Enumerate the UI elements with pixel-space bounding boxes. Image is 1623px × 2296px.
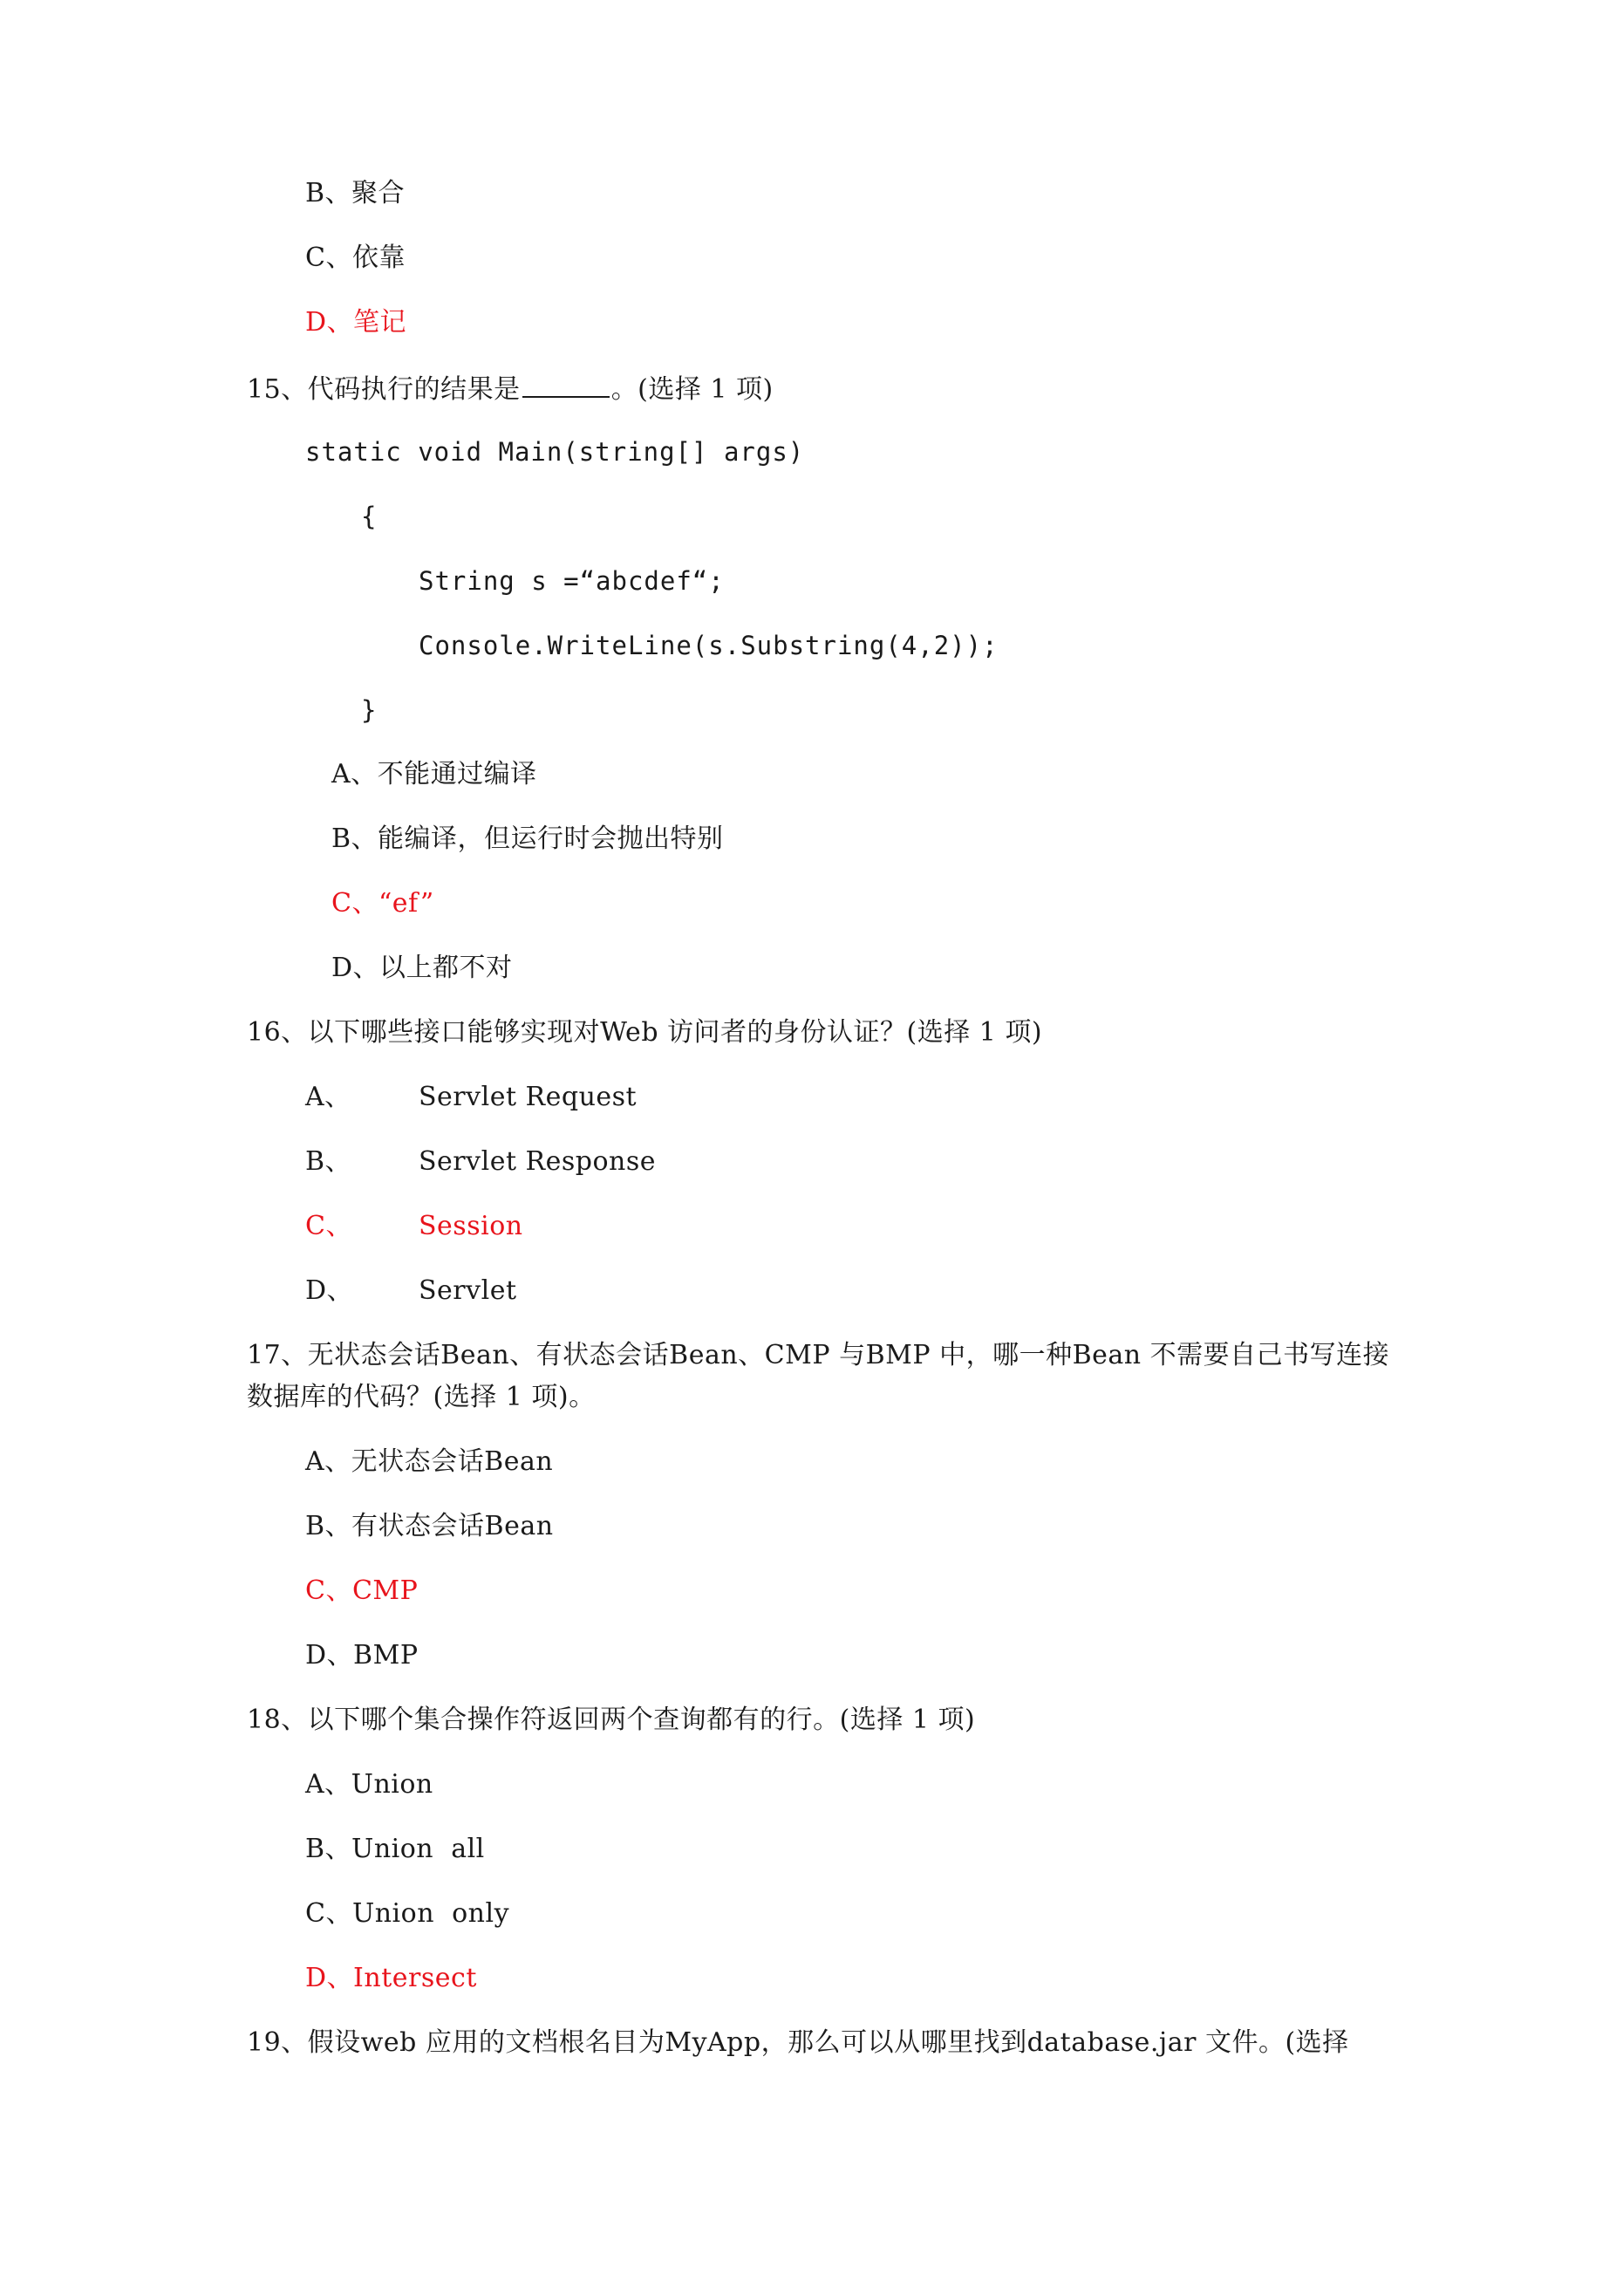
q16-option-d-label: D、 xyxy=(305,1275,354,1306)
q15-code-line-4: Console.WriteLine(s.Substring(4,2)); xyxy=(419,631,999,660)
q16-option-c-answer xyxy=(305,1209,523,1244)
q16-option-a-label: A、 xyxy=(305,1082,351,1112)
q17-option-d: D、BMP xyxy=(305,1640,419,1671)
q15-code-line-2: { xyxy=(361,502,378,531)
q16-option-c-text: Session xyxy=(419,1211,523,1241)
q15-option-a: A、不能通过编译 xyxy=(331,759,537,789)
q16-option-d-text: Servlet xyxy=(419,1275,517,1306)
q16-option-c-label: C、 xyxy=(305,1211,352,1241)
q17-option-b: B、有状态会话Bean xyxy=(305,1511,554,1541)
q16-option-b xyxy=(305,1145,656,1179)
q16-option-a-text: Servlet Request xyxy=(419,1082,638,1112)
q16-stem: 16、以下哪些接口能够实现对Web 访问者的身份认证？(选择 1 项) xyxy=(247,1017,1043,1048)
q14-option-d-answer: D、笔记 xyxy=(305,307,407,338)
q16-option-b-text: Servlet Response xyxy=(419,1146,657,1177)
q17-stem-line-1: 17、无状态会话Bean、有状态会话Bean、CMP 与BMP 中，哪一种Bean 不需要自己书写连接 xyxy=(247,1340,1390,1370)
q15-stem-before: 15、代码执行的结果是 xyxy=(247,374,521,405)
q18-option-a: A、Union xyxy=(305,1769,433,1800)
q14-option-c: C、依靠 xyxy=(305,243,406,273)
q18-stem: 18、以下哪个集合操作符返回两个查询都有的行。(选择 1 项) xyxy=(247,1705,976,1735)
q18-option-d-answer: D、Intersect xyxy=(305,1963,477,1993)
q16-option-d xyxy=(305,1274,517,1309)
q16-option-a xyxy=(305,1080,637,1115)
q15-option-b: B、能编译，但运行时会抛出特别 xyxy=(331,823,724,854)
q16-option-b-label: B、 xyxy=(305,1146,352,1177)
q14-option-b: B、聚合 xyxy=(305,178,406,208)
q15-code-line-1: static void Main(string[] args) xyxy=(305,437,805,467)
q15-code-line-5: } xyxy=(361,695,378,725)
q17-stem-line-2: 数据库的代码？(选择 1 项)。 xyxy=(247,1382,596,1412)
q17-option-c-answer: C、CMP xyxy=(305,1575,419,1606)
q15-stem-after: 。(选择 1 项) xyxy=(610,374,774,405)
q15-answer-blank xyxy=(522,370,610,398)
q17-option-a: A、无状态会话Bean xyxy=(305,1446,554,1477)
q18-option-b: B、Union all xyxy=(305,1834,485,1864)
q15-option-d: D、以上都不对 xyxy=(331,953,513,983)
q15-stem xyxy=(247,370,774,407)
q15-option-c-answer: C、“ef” xyxy=(331,888,434,919)
q15-code-line-3: String s =“abcdef“; xyxy=(419,566,725,596)
q18-option-c: C、Union only xyxy=(305,1898,510,1929)
q19-stem: 19、假设web 应用的文档根名目为MyApp，那么可以从哪里找到database.jar 文件。(选择 xyxy=(247,2027,1349,2058)
